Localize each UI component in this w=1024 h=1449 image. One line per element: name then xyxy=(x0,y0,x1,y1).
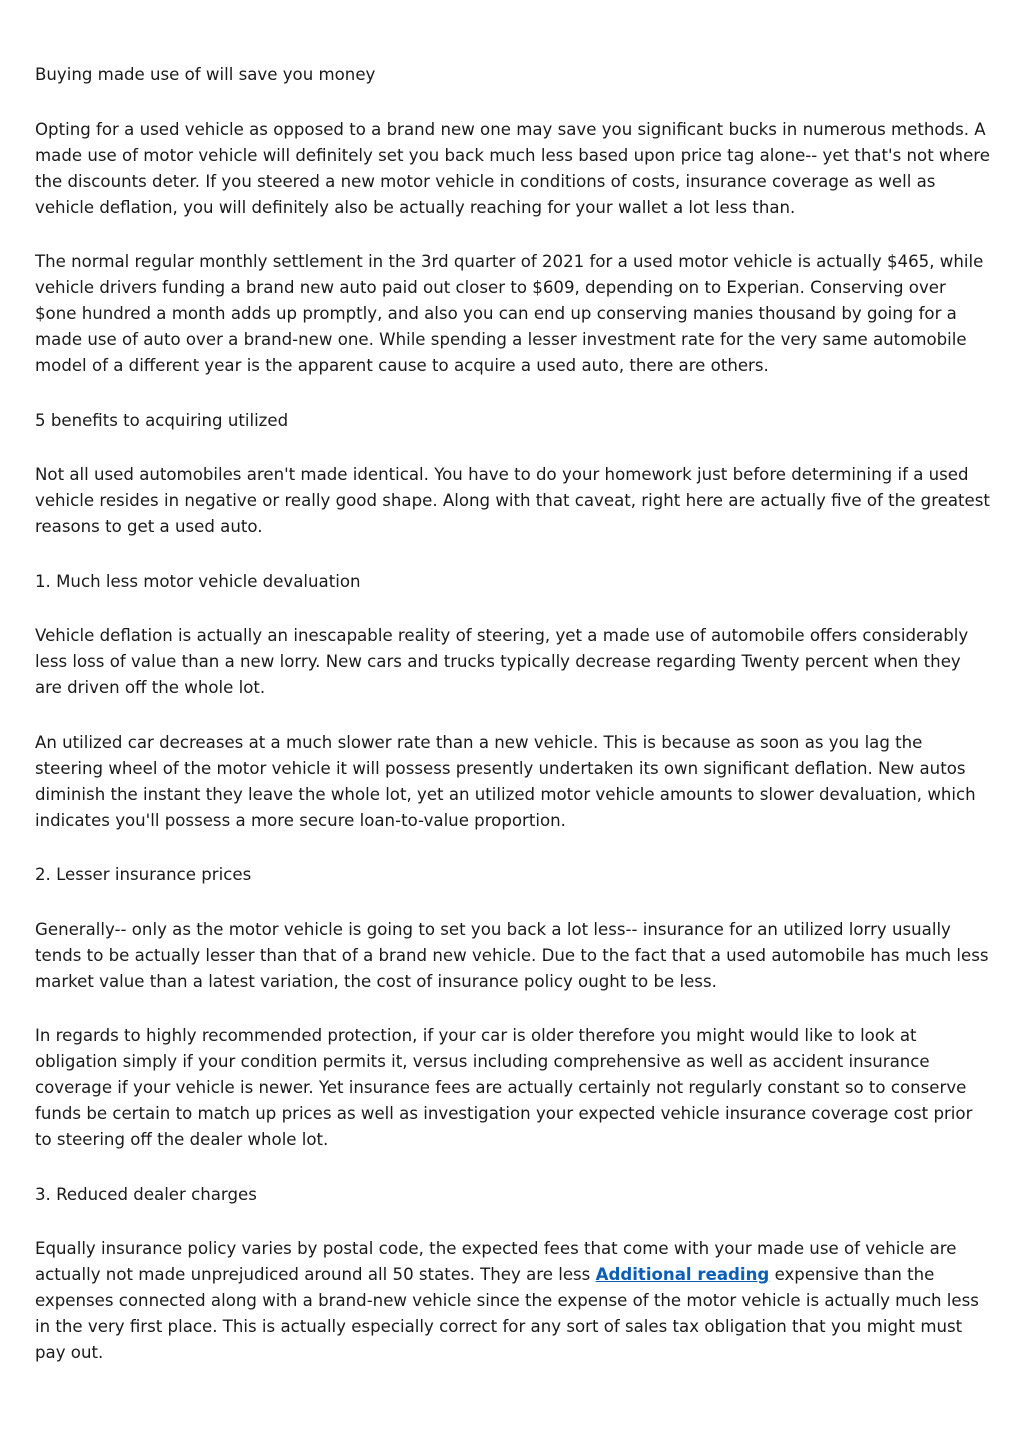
paragraph-monthly-payment: The normal regular monthly settlement in the 3rd quarter of 2021 for a used motor vehicle is actually $465, while vehicle drivers funding a brand new auto paid out closer to $609, depending on to Experian. Conserving over $one hundred a month adds up promptly, and also you can end up conserving manies thousand by going for a made use of auto over a brand-new one. While spending a lesser investment rate for the very same automobile model of a different year is the apparent cause to acquire a used auto, there are others. xyxy=(35,252,984,375)
article-body xyxy=(35,62,991,1395)
additional-reading-link[interactable]: Additional reading xyxy=(595,1265,770,1284)
paragraph-dealer-text-before: Equally insurance policy varies by postal code, the expected fees that come with your made use of vehicle are actually not made unprejudiced around all 50 states. They are less xyxy=(35,1239,957,1284)
heading-savings: Buying made use of will save you money xyxy=(35,65,376,84)
heading-devaluation: 1. Much less motor vehicle devaluation xyxy=(35,571,361,591)
paragraph-slower-rate: An utilized car decreases at a much slower rate than a new vehicle. This is because as soon as you lag the steering wheel of the motor vehicle it will possess presently undertaken its own significant deflation. New autos diminish the instant they leave the whole lot, yet an utilized motor vehicle amounts to slower devaluation, which indicates you'll possess a more secure loan-to-value proportion. xyxy=(35,732,976,830)
paragraph-insurance-protection: In regards to highly recommended protection, if your car is older therefore you might would like to look at obligation simply if your condition permits it, versus including comprehensive as well as accident insurance coverage if your vehicle is newer. Yet insurance fees are actually certainly not regularly constant so to conserve funds be certain to match up prices as well as investigation your expected vehicle insurance coverage cost prior to steering off the dealer whole lot. xyxy=(35,1026,973,1149)
heading-dealer-charges: 3. Reduced dealer charges xyxy=(35,1184,257,1204)
paragraph-savings-intro: Opting for a used vehicle as opposed to a brand new one may save you significant bucks in numerous methods. A made use of motor vehicle will definitely set you back much less based upon price tag alone-- yet that's not where the discounts deter. If you steered a new motor vehicle in conditions of costs, insurance coverage as well as vehicle deflation, you will definitely also be actually reaching for your wallet a lot less than. xyxy=(35,119,990,217)
paragraph-insurance-generally: Generally-- only as the motor vehicle is going to set you back a lot less-- insurance for an utilized lorry usually tends to be actually lesser than that of a brand new vehicle. Due to the fact that a used automobile has much less market value than a latest variation, the cost of insurance policy ought to be less. xyxy=(35,919,989,991)
heading-benefits: 5 benefits to acquiring utilized xyxy=(35,410,289,430)
paragraph-dealer-charges xyxy=(35,1236,991,1366)
paragraph-deflation: Vehicle deflation is actually an inescapable reality of steering, yet a made use of automobile offers considerably less loss of value than a new lorry. New cars and trucks typically decrease regarding Twenty percent when they are driven off the whole lot. xyxy=(35,626,969,697)
heading-insurance: 2. Lesser insurance prices xyxy=(35,865,252,884)
paragraph-benefits-intro: Not all used automobiles aren't made identical. You have to do your homework just before determining if a used vehicle resides in negative or really good shape. Along with that caveat, right here are actually five of the greatest reasons to get a used auto. xyxy=(35,465,990,536)
paragraph-dealer-text-after: expensive than the expenses connected along with a brand-new vehicle since the expense of the motor vehicle is actually much less in the very first place. This is actually especially correct for any sort of sales tax obligation that you might must pay out. xyxy=(35,1265,979,1362)
